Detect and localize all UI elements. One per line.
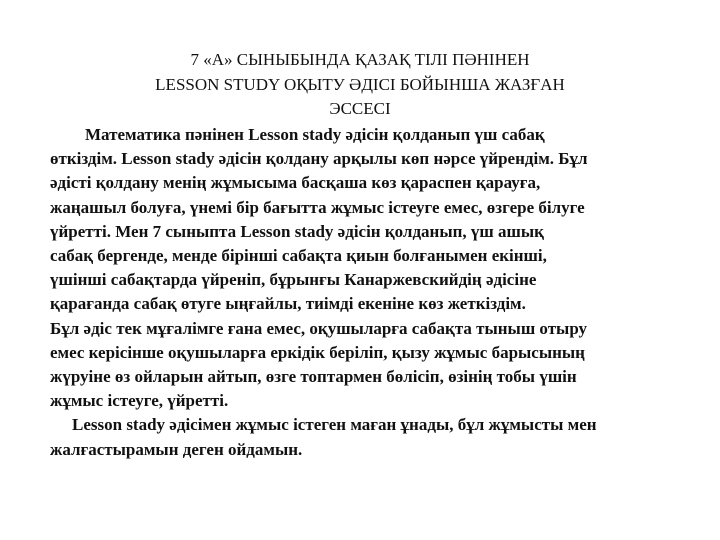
essay-line-14: жалғастырамын деген ойдамын. [50, 439, 303, 459]
essay-line-13: Lesson stady әдісімен жұмыс істеген маған ұнады, бұл жұмысты мен [72, 415, 597, 435]
essay-line-4: жаңашыл болуға, үнемі бір бағытта жұмыс істеуге емес, өзгере білуге [50, 197, 585, 217]
essay-line-1: Математика пәнінен Lesson stady әдісін қолданып үш сабақ [85, 125, 545, 144]
title-line-3: ЭССЕСІ [329, 99, 391, 118]
title-line-2: LESSON STUDY ОҚЫТУ ӘДІСІ БОЙЫНША ЖАЗҒАН [155, 74, 565, 94]
essay-line-10: емес керісінше оқушыларға еркідік берiлiп, қызу жұмыс барысының [50, 342, 585, 362]
essay-line-2: өткіздім. Lesson stady әдісін қолдану арқылы көп нәрсе үйрендім. Бұл [50, 149, 588, 169]
essay-line-6: сабақ бергенде, менде бірінші сабақта қиын болғанымен екінші, [50, 246, 547, 266]
essay-line-7: үшінші сабақтарда үйреніп, бұрынғы Канаржевскийдің әдісіне [50, 270, 537, 290]
essay-line-3: әдісті қолдану менің жұмысыма басқаша көз қараспен қарауға, [50, 173, 541, 193]
essay-body [50, 123, 700, 462]
essay-line-9: Бұл әдіс тек мұғалімге ғана емес, оқушыларға сабақта тыныш отыру [50, 318, 588, 338]
essay-line-5: үйретті. Мен 7 сыныпта Lesson stady әдісін қолданып, үш ашық [50, 221, 544, 241]
essay-line-11: жүруіне өз ойларын айтып, өзге топтармен бөлісіп, өзінің тобы үшін [50, 367, 577, 387]
document-title [60, 48, 660, 122]
essay-line-8: қарағанда сабақ өтуге ыңғайлы, тиімді екеніне көз жеткіздім. [50, 294, 526, 314]
title-line-1: 7 «А» СЫНЫБЫНДА ҚАЗАҚ ТІЛІ ПӘНІНЕН [190, 50, 530, 69]
essay-line-12: жұмыс істеуге, үйретті. [50, 391, 229, 411]
